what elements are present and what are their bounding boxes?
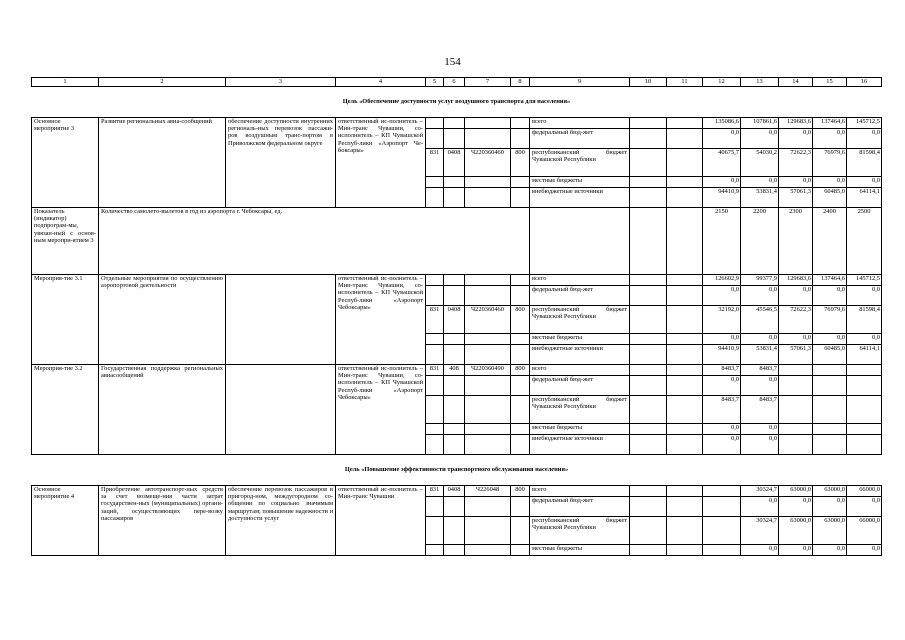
amount-cell	[703, 486, 741, 497]
amount-cell: 54030,2	[741, 149, 779, 177]
goal-title: Цель «Повышение эффективности транспортного обслуживания населения»	[32, 455, 882, 486]
code-rz: 0408	[444, 486, 465, 497]
code-csr	[465, 177, 511, 188]
measure-name: Государственная поддержка региональных авиасообщений	[99, 365, 226, 455]
table-cell	[667, 306, 703, 334]
amount-cell: 0,0	[703, 376, 741, 396]
amount-cell: 0,0	[847, 286, 882, 306]
amount-cell: 8483,7	[703, 396, 741, 424]
code-vr	[511, 517, 530, 545]
amount-cell	[847, 365, 882, 376]
amount-cell: 99377,9	[741, 275, 779, 286]
amount-cell	[703, 497, 741, 517]
code-csr	[465, 424, 511, 435]
column-header: 5	[426, 78, 444, 87]
amount-cell	[703, 545, 741, 556]
amount-cell: 0,0	[813, 286, 847, 306]
code-csr: Ч220360490	[465, 365, 511, 376]
amount-cell: 0,0	[779, 286, 813, 306]
funding-source: местные бюджеты	[530, 545, 630, 556]
goal-title: Цель «Обеспечение доступности услуг воздушного транспорта для населения»	[32, 87, 882, 118]
funding-source: федеральный бюд-жет	[530, 129, 630, 149]
code-vr	[511, 345, 530, 365]
table-cell	[630, 376, 667, 396]
amount-cell: 107861,6	[741, 118, 779, 129]
code-grbs: 831	[426, 306, 444, 334]
code-grbs: 831	[426, 486, 444, 497]
code-vr	[511, 286, 530, 306]
m31-row	[32, 275, 882, 286]
column-header: 10	[630, 78, 667, 87]
measure-name: Отдельные мероприятия по осуществлению аэропортовой деятельности	[99, 275, 226, 365]
code-grbs	[426, 118, 444, 129]
amount-cell: 63000,0	[813, 517, 847, 545]
measure-title: Мероприя-тие 3.1	[32, 275, 99, 365]
amount-cell	[813, 365, 847, 376]
code-csr	[465, 396, 511, 424]
amount-cell: 0,0	[847, 177, 882, 188]
amount-cell: 66000,0	[847, 486, 882, 497]
amount-cell: 30324,7	[741, 486, 779, 497]
funding-source: внебюджетные источники	[530, 345, 630, 365]
code-rz: 408	[444, 365, 465, 376]
amount-cell: 8483,7	[703, 365, 741, 376]
table-cell	[530, 208, 630, 275]
code-csr	[465, 517, 511, 545]
indicator-value: 2200	[741, 208, 779, 275]
amount-cell: 0,0	[779, 129, 813, 149]
measure-name: Развитие региональных авиа-сообщений	[99, 118, 226, 208]
code-rz	[444, 545, 465, 556]
code-vr	[511, 275, 530, 286]
amount-cell	[703, 517, 741, 545]
budget-table	[31, 77, 882, 556]
code-vr	[511, 334, 530, 345]
amount-cell: 0,0	[813, 129, 847, 149]
code-csr	[465, 497, 511, 517]
measure-title: Мероприя-тие 3.2	[32, 365, 99, 455]
code-grbs	[426, 424, 444, 435]
amount-cell: 0,0	[813, 545, 847, 556]
amount-cell: 0,0	[779, 334, 813, 345]
table-cell	[667, 424, 703, 435]
amount-cell: 64114,1	[847, 188, 882, 208]
measure-executor: ответственный ис-полнитель – Мин-транс Чувашии, со-исполнитель – КП Чувашской Респуб-лики «Аэропорт Чебоксары»	[336, 275, 426, 365]
amount-cell: 72622,3	[779, 306, 813, 334]
table-cell	[630, 345, 667, 365]
goal-row	[32, 455, 882, 486]
funding-source: республиканский бюджет Чувашской Республики	[530, 517, 630, 545]
indicator-name: Количество самолето-вылетов в год из аэропорта г. Чебоксары, ед.	[99, 208, 530, 275]
amount-cell: 0,0	[813, 497, 847, 517]
amount-cell: 94410,9	[703, 345, 741, 365]
code-grbs	[426, 177, 444, 188]
measure-title: Основное мероприятие 3	[32, 118, 99, 208]
m4-row	[32, 486, 882, 497]
table-cell	[630, 396, 667, 424]
table-cell	[630, 435, 667, 455]
amount-cell: 0,0	[813, 177, 847, 188]
amount-cell: 0,0	[703, 286, 741, 306]
measure-executor: ответственный ис-полнитель – Мин-транс Чувашии	[336, 486, 426, 556]
amount-cell: 0,0	[847, 545, 882, 556]
indicator-value: 2500	[847, 208, 882, 275]
amount-cell	[847, 424, 882, 435]
amount-cell	[847, 376, 882, 396]
amount-cell: 0,0	[703, 334, 741, 345]
code-csr	[465, 376, 511, 396]
code-vr	[511, 376, 530, 396]
table-cell	[667, 396, 703, 424]
code-grbs	[426, 545, 444, 556]
indicator-value: 2150	[703, 208, 741, 275]
column-header: 6	[444, 78, 465, 87]
code-vr	[511, 188, 530, 208]
code-grbs	[426, 188, 444, 208]
amount-cell: 0,0	[741, 129, 779, 149]
code-rz	[444, 497, 465, 517]
code-csr: Ч226048	[465, 486, 511, 497]
measure-goal	[226, 365, 336, 455]
code-rz	[444, 517, 465, 545]
amount-cell: 60485,0	[813, 188, 847, 208]
amount-cell: 145712,5	[847, 275, 882, 286]
code-vr: 800	[511, 365, 530, 376]
code-grbs	[426, 497, 444, 517]
amount-cell: 0,0	[779, 497, 813, 517]
table-cell	[630, 497, 667, 517]
amount-cell: 0,0	[703, 129, 741, 149]
funding-source: республиканский бюджет Чувашской Республики	[530, 149, 630, 177]
code-grbs	[426, 334, 444, 345]
table-cell	[630, 424, 667, 435]
column-header: 13	[741, 78, 779, 87]
funding-source: республиканский бюджет Чувашской Республики	[530, 396, 630, 424]
column-header: 9	[530, 78, 630, 87]
funding-source: внебюджетные источники	[530, 188, 630, 208]
amount-cell: 32192,0	[703, 306, 741, 334]
code-grbs: 831	[426, 149, 444, 177]
amount-cell: 0,0	[741, 177, 779, 188]
indicator-value: 2400	[813, 208, 847, 275]
code-vr	[511, 424, 530, 435]
column-header: 2	[99, 78, 226, 87]
code-rz	[444, 424, 465, 435]
amount-cell: 76979,6	[813, 306, 847, 334]
table-cell	[630, 129, 667, 149]
amount-cell: 0,0	[741, 286, 779, 306]
table-cell	[667, 376, 703, 396]
amount-cell: 53831,4	[741, 188, 779, 208]
funding-source: местные бюджеты	[530, 334, 630, 345]
table-cell	[630, 365, 667, 376]
code-grbs	[426, 275, 444, 286]
amount-cell	[813, 376, 847, 396]
amount-cell	[847, 396, 882, 424]
code-vr	[511, 118, 530, 129]
code-rz	[444, 275, 465, 286]
code-csr: Ч220360460	[465, 306, 511, 334]
code-rz	[444, 345, 465, 365]
code-rz	[444, 286, 465, 306]
code-grbs	[426, 129, 444, 149]
column-header: 15	[813, 78, 847, 87]
amount-cell: 0,0	[741, 376, 779, 396]
column-header: 3	[226, 78, 336, 87]
table-cell	[667, 345, 703, 365]
funding-source: федеральный бюд-жет	[530, 286, 630, 306]
code-vr	[511, 177, 530, 188]
page-number: 154	[444, 56, 461, 68]
code-rz	[444, 177, 465, 188]
amount-cell: 63000,0	[813, 486, 847, 497]
table-cell	[667, 149, 703, 177]
code-rz	[444, 396, 465, 424]
amount-cell: 81598,4	[847, 306, 882, 334]
table-cell	[667, 545, 703, 556]
table-cell	[667, 208, 703, 275]
code-rz	[444, 188, 465, 208]
table-cell	[667, 435, 703, 455]
m3-row	[32, 118, 882, 129]
table-cell	[630, 188, 667, 208]
amount-cell: 0,0	[847, 497, 882, 517]
code-rz: 0408	[444, 306, 465, 334]
code-rz: 0408	[444, 149, 465, 177]
amount-cell: 0,0	[741, 435, 779, 455]
goal-row	[32, 87, 882, 118]
code-vr	[511, 396, 530, 424]
amount-cell	[813, 396, 847, 424]
amount-cell: 53831,4	[741, 345, 779, 365]
code-vr: 800	[511, 306, 530, 334]
amount-cell: 60485,0	[813, 345, 847, 365]
amount-cell: 0,0	[847, 129, 882, 149]
table-cell	[667, 275, 703, 286]
amount-cell	[813, 424, 847, 435]
header-row	[32, 78, 882, 87]
amount-cell: 30324,7	[741, 517, 779, 545]
table-cell	[630, 486, 667, 497]
amount-cell: 63000,0	[779, 486, 813, 497]
code-csr	[465, 545, 511, 556]
code-csr	[465, 345, 511, 365]
column-header: 1	[32, 78, 99, 87]
code-csr: Ч220360460	[465, 149, 511, 177]
code-vr	[511, 497, 530, 517]
amount-cell: 126602,9	[703, 275, 741, 286]
code-grbs	[426, 517, 444, 545]
column-header: 16	[847, 78, 882, 87]
funding-source: всего	[530, 275, 630, 286]
table-cell	[630, 286, 667, 306]
table-cell	[667, 334, 703, 345]
amount-cell: 94410,9	[703, 188, 741, 208]
code-grbs	[426, 435, 444, 455]
table-cell	[667, 365, 703, 376]
table-cell	[630, 208, 667, 275]
amount-cell: 129683,6	[779, 118, 813, 129]
amount-cell: 81598,4	[847, 149, 882, 177]
code-vr	[511, 129, 530, 149]
code-grbs	[426, 396, 444, 424]
amount-cell: 135086,6	[703, 118, 741, 129]
table-cell	[630, 275, 667, 286]
code-csr	[465, 334, 511, 345]
indicator-title: Показатель (индикатор) подпрограм-мы, увязан-ный с основ-ным меропри-ятием 3	[32, 208, 99, 275]
amount-cell: 40675,7	[703, 149, 741, 177]
indicator-row	[32, 208, 882, 275]
table-cell	[630, 149, 667, 177]
column-header: 4	[336, 78, 426, 87]
table-cell	[667, 517, 703, 545]
amount-cell: 0,0	[779, 177, 813, 188]
column-header: 7	[465, 78, 511, 87]
m32-row	[32, 365, 882, 376]
table-cell	[667, 286, 703, 306]
code-rz	[444, 334, 465, 345]
code-rz	[444, 376, 465, 396]
code-rz	[444, 129, 465, 149]
funding-source: внебюджетные источники	[530, 435, 630, 455]
amount-cell	[779, 435, 813, 455]
funding-source: всего	[530, 365, 630, 376]
code-rz	[444, 118, 465, 129]
column-header: 8	[511, 78, 530, 87]
code-csr	[465, 118, 511, 129]
amount-cell: 63000,0	[779, 517, 813, 545]
amount-cell: 0,0	[779, 545, 813, 556]
column-header: 12	[703, 78, 741, 87]
amount-cell: 45546,5	[741, 306, 779, 334]
funding-source: всего	[530, 486, 630, 497]
amount-cell: 57061,3	[779, 188, 813, 208]
measure-executor: ответственный ис-полнитель – Мин-транс Чувашии, со-исполнитель – КП Чувашской Респуб-лики «Аэропорт Че-боксары»	[336, 118, 426, 208]
measure-goal	[226, 275, 336, 365]
amount-cell: 129683,6	[779, 275, 813, 286]
amount-cell: 0,0	[741, 497, 779, 517]
funding-source: федеральный бюд-жет	[530, 376, 630, 396]
table-cell	[667, 486, 703, 497]
column-header: 14	[779, 78, 813, 87]
table-cell	[667, 188, 703, 208]
measure-name: Приобретение автотранспорт-ных средств за счет возмеще-ния части затрат государствен-ных (муниципальных) органи-заций, осуществляющих пере-возку пассажиров	[99, 486, 226, 556]
amount-cell: 8483,7	[741, 396, 779, 424]
funding-source: республиканский бюджет Чувашской Республики	[530, 306, 630, 334]
code-grbs	[426, 376, 444, 396]
amount-cell: 0,0	[741, 424, 779, 435]
amount-cell: 0,0	[703, 424, 741, 435]
code-vr	[511, 545, 530, 556]
amount-cell: 57061,3	[779, 345, 813, 365]
code-csr	[465, 435, 511, 455]
amount-cell	[779, 396, 813, 424]
code-vr: 800	[511, 149, 530, 177]
table-cell	[667, 129, 703, 149]
code-grbs	[426, 345, 444, 365]
code-vr: 800	[511, 486, 530, 497]
amount-cell: 0,0	[703, 177, 741, 188]
amount-cell: 137464,6	[813, 275, 847, 286]
amount-cell	[813, 435, 847, 455]
code-rz	[444, 435, 465, 455]
amount-cell: 8483,7	[741, 365, 779, 376]
measure-executor: ответственный ис-полнитель – Мин-транс Чувашии, со-исполнитель – КП Чувашской Респуб-лики «Аэропорт Чебоксары»	[336, 365, 426, 455]
code-grbs: 831	[426, 365, 444, 376]
table-cell	[630, 334, 667, 345]
code-csr	[465, 286, 511, 306]
measure-title: Основное мероприятие 4	[32, 486, 99, 556]
amount-cell	[779, 424, 813, 435]
table-cell	[630, 306, 667, 334]
amount-cell: 66000,0	[847, 517, 882, 545]
amount-cell: 0,0	[813, 334, 847, 345]
amount-cell: 145712,5	[847, 118, 882, 129]
amount-cell: 0,0	[847, 334, 882, 345]
amount-cell: 64114,1	[847, 345, 882, 365]
amount-cell: 137464,6	[813, 118, 847, 129]
code-csr	[465, 188, 511, 208]
column-header: 11	[667, 78, 703, 87]
code-csr	[465, 275, 511, 286]
table-cell	[667, 497, 703, 517]
amount-cell: 0,0	[703, 435, 741, 455]
amount-cell	[779, 376, 813, 396]
funding-source: всего	[530, 118, 630, 129]
amount-cell	[779, 365, 813, 376]
table-cell	[630, 517, 667, 545]
amount-cell: 72622,3	[779, 149, 813, 177]
table-cell	[667, 118, 703, 129]
table-cell	[667, 177, 703, 188]
table-cell	[630, 177, 667, 188]
funding-source: местные бюджеты	[530, 177, 630, 188]
funding-source: местные бюджеты	[530, 424, 630, 435]
amount-cell: 0,0	[741, 334, 779, 345]
code-grbs	[426, 286, 444, 306]
indicator-value: 2300	[779, 208, 813, 275]
amount-cell: 0,0	[741, 545, 779, 556]
measure-goal: обеспечение перевозок пассажиров в пригород-ном, междугородном со-общении по социально значимым маршрутам; повышение надежности и доступности услуг	[226, 486, 336, 556]
amount-cell	[847, 435, 882, 455]
table-cell	[630, 118, 667, 129]
measure-goal: обеспечение доступности внутренних региональ-ных перевозок пассажи-ров воздушным транс-портом в Приволжском федеральном округе	[226, 118, 336, 208]
amount-cell: 76979,6	[813, 149, 847, 177]
code-csr	[465, 129, 511, 149]
code-vr	[511, 435, 530, 455]
funding-source: федеральный бюд-жет	[530, 497, 630, 517]
table-cell	[630, 545, 667, 556]
